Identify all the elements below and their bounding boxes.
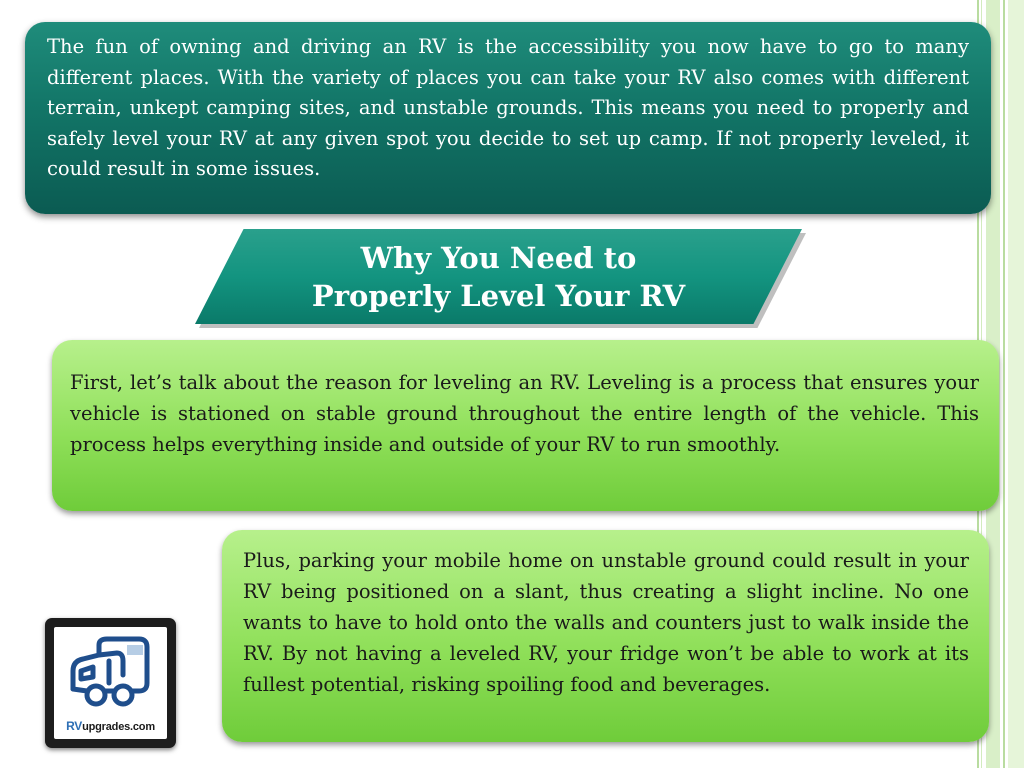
consequence-text: Plus, parking your mobile home on unstable ground could result in your RV being positioned on a slant, thus creating a slight incline. No one wants to have to hold onto the walls and counters just to walk inside the RV. By not having a leveled RV, your fridge won’t be able to work at its fullest potential, risking spoiling food and beverages. [243, 549, 969, 696]
logo-wordmark [54, 719, 167, 733]
reason-box [52, 340, 999, 511]
heading-line-2: Properly Level Your RV [311, 279, 686, 313]
logo-wordmark-prefix: RV [66, 719, 83, 733]
section-heading [195, 229, 802, 324]
rv-icon [59, 631, 162, 715]
consequence-box [222, 530, 989, 742]
reason-text: First, let’s talk about the reason for leveling an RV. Leveling is a process that ensures your vehicle is stationed on stable ground throughout the entire length of the vehicle. This process helps everything inside and outside of your RV to run smoothly. [70, 371, 979, 456]
intro-text: The fun of owning and driving an RV is the accessibility you now have to go to many different places. With the variety of places you can take your RV also comes with different terrain, unkept camping sites, and unstable grounds. This means you need to properly and safely level your RV at any given spot you decide to set up camp. If not properly leveled, it could result in some issues. [47, 35, 969, 180]
logo-panel [54, 627, 167, 739]
decor-stripe [1003, 0, 1005, 768]
heading-title [195, 239, 802, 315]
heading-line-1: Why You Need to [360, 241, 637, 275]
logo-wordmark-suffix: upgrades.com [82, 721, 155, 733]
intro-box [25, 22, 991, 214]
decor-stripe [1008, 0, 1024, 768]
rvupgrades-logo [45, 618, 176, 748]
